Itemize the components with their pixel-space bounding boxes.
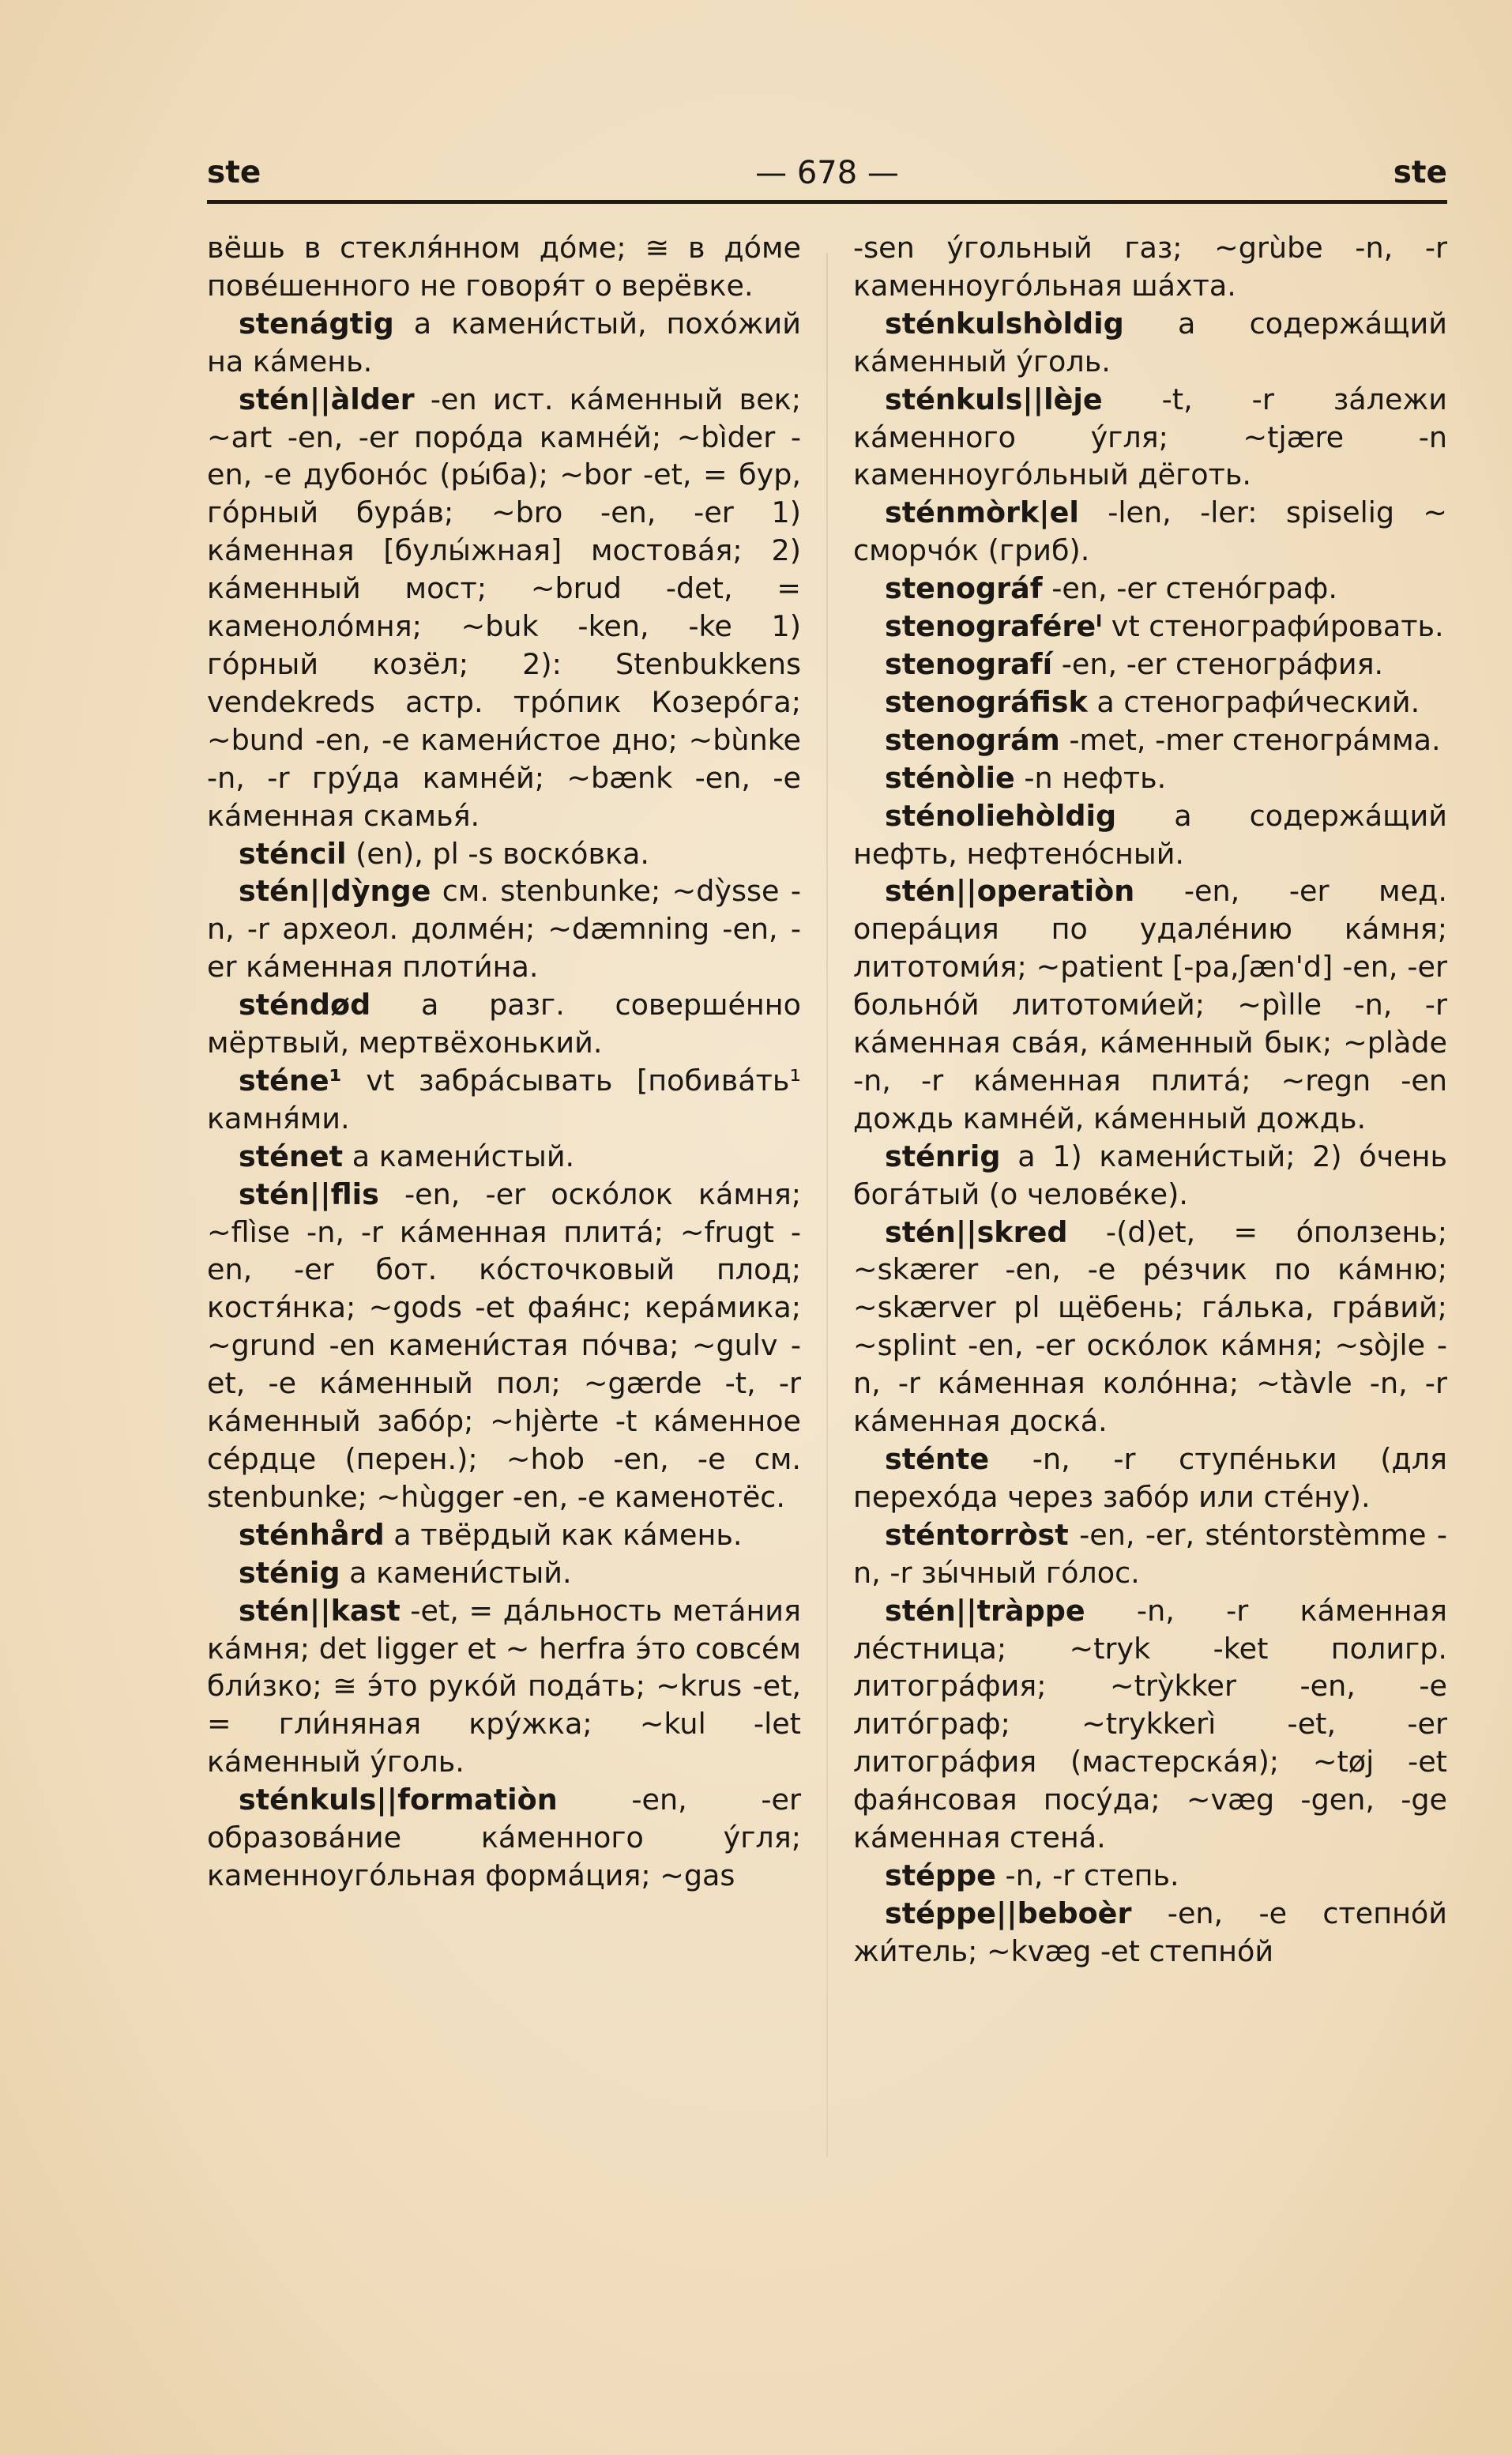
page-number: — 678 —	[755, 155, 899, 191]
entry-headword: sténkuls||lèje	[885, 382, 1103, 416]
entry-headword: stén||dỳnge	[239, 874, 431, 909]
dictionary-entry	[853, 646, 1447, 683]
entry-headword: stén||kast	[239, 1593, 401, 1628]
entry-headword: sténoliehòldig	[885, 798, 1117, 833]
dictionary-entry	[207, 305, 801, 381]
entry-headword: sténòlie	[885, 760, 1015, 795]
dictionary-entry	[207, 986, 801, 1062]
dictionary-entry	[207, 1592, 801, 1782]
entry-headword: sténte	[885, 1442, 990, 1476]
entry-headword: stén||skred	[885, 1214, 1068, 1249]
entry-headword: stenográfisk	[885, 684, 1088, 719]
entry-headword: sténtorròst	[885, 1517, 1069, 1552]
dictionary-entry	[207, 1176, 801, 1516]
entry-headword: stéppe	[885, 1858, 996, 1892]
entry-definition: -en, -er оско́лок ка́мня; ~flìse -n, -r ка́менная плита́; ~frugt -en, -er бот. ко́сточковый плод; костя́нка; ~gods -et фая́нс; кера́мика; ~grund -en камени́стая по́чва; ~gulv -et, -e ка́менный пол; ~gærde -t, -r ка́менный забо́р; ~hjèrte -t ка́менное се́рдце (перен.); ~hob -en, -e см. stenbunke; ~hùgger -en, -e каменотёс.	[207, 1177, 801, 1514]
entry-definition: -n, -r ка́менная ле́стница; ~tryk -ket полигр. литогра́фия; ~trỳkker -en, -e лито́граф; ~trykkerì -et, -er литогра́фия (мастерска́я); ~tøj -et фая́нсовая посу́да; ~væg -gen, -ge ка́менная стена́.	[853, 1593, 1447, 1855]
entry-headword: sténkulshòldig	[885, 306, 1124, 341]
dictionary-entry	[853, 1592, 1447, 1857]
dictionary-entry	[207, 1138, 801, 1176]
entry-definition: а содержа́щий нефть, нефтено́сный.	[853, 798, 1447, 871]
entry-headword: stenográm	[885, 722, 1060, 757]
entry-headword: sténkuls||formatiòn	[239, 1783, 558, 1817]
dictionary-entry	[853, 305, 1447, 381]
left-column	[207, 229, 801, 1895]
entry-definition: -en, -er стеногра́фия.	[1052, 646, 1384, 681]
entry-headword: stenografí	[885, 646, 1053, 681]
entry-definition: а твёрдый как ка́мень.	[384, 1517, 743, 1552]
dictionary-entry	[853, 608, 1447, 646]
entry-headword: stenágtig	[239, 306, 394, 341]
dictionary-entry	[853, 570, 1447, 608]
dictionary-entry	[207, 872, 801, 986]
dictionary-entry	[207, 835, 801, 873]
dictionary-entry	[853, 1440, 1447, 1516]
entry-definition: -en, -e степно́й жи́тель; ~kvæg -et степно́й	[853, 1896, 1447, 1968]
dictionary-entry	[853, 229, 1447, 305]
entry-definition: а разг. соверше́нно мёртвый, мертвёхонький.	[207, 988, 801, 1060]
entry-definition: -et, = да́льность мета́ния ка́мня; det ligger et ~ herfra э́то совсе́м бли́зко; ≅ э́то руко́й пода́ть; ~krus -et, = гли́няная кру́жка; ~kul -let ка́менный у́голь.	[207, 1593, 801, 1779]
dictionary-entry	[853, 721, 1447, 759]
dictionary-entry	[853, 494, 1447, 570]
dictionary-entry	[207, 1516, 801, 1554]
dictionary-entry	[853, 797, 1447, 873]
entry-definition: -en, -er, sténtorstèmme -n, -r зы́чный го́лос.	[853, 1517, 1447, 1590]
dictionary-entry	[853, 683, 1447, 721]
entry-definition: -en, -er образова́ние ка́менного у́гля; каменноуго́льная форма́ция; ~gas	[207, 1783, 801, 1892]
dictionary-entry	[853, 1857, 1447, 1895]
entry-headword: stén||flis	[239, 1177, 379, 1211]
dictionary-entry	[207, 229, 801, 305]
dictionary-entry	[207, 1781, 801, 1895]
entry-headword: sténdød	[239, 988, 371, 1022]
column-divider	[826, 253, 828, 2157]
entry-definition: -en, -er мед. опера́ция по удале́нию ка́мня; литотоми́я; ~patient [-pa,ʃæn'd] -en, -er больно́й литотоми́ей; ~pìlle -n, -r ка́менная сва́я, ка́менный бык; ~plàde -n, -r ка́менная плита́; ~regn -en дождь камне́й, ка́менный дождь.	[853, 874, 1447, 1135]
dictionary-entry	[853, 1138, 1447, 1214]
entry-definition: vt стенографи́ровать.	[1102, 609, 1444, 644]
entry-definition: -len, -ler: spiselig ~ сморчо́к (гриб).	[853, 495, 1447, 568]
entry-headword: stenográf	[885, 571, 1043, 606]
dictionary-entry	[853, 1516, 1447, 1592]
entry-headword: sténrig	[885, 1139, 1001, 1173]
entry-definition: -en ист. ка́менный век; ~art -en, -er поро́да камне́й; ~bìder -en, -e дубоно́с (ры́ба); ~bor -et, = бур, го́рный бура́в; ~bro -en, -er 1) ка́менная [булы́жная] мостова́я; 2) ка́менный мост; ~brud -det, = каменоло́мня; ~buk -ken, -ke 1) го́рный козёл; 2): Stenbukkens vendekreds астр. тро́пик Козеро́га; ~bund -en, -e камени́стое дно; ~bùnke -n, -r гру́да камне́й; ~bænk -en, -e ка́менная скамья́.	[207, 382, 801, 833]
entry-definition: (en), pl -s воско́вка.	[346, 836, 649, 871]
dictionary-entry	[853, 1214, 1447, 1440]
dictionary-entry	[207, 1062, 801, 1138]
entry-definition: -n нефть.	[1014, 760, 1167, 795]
entry-definition: а камени́стый.	[340, 1555, 572, 1590]
running-head-left: ste	[207, 155, 261, 190]
entry-headword: stén||àlder	[239, 382, 415, 416]
entry-definition: а содержа́щий ка́менный у́голь.	[853, 306, 1447, 378]
entry-definition: вёшь в стекля́нном до́ме; ≅ в до́ме пове́шенного не говоря́т о верёвке.	[207, 231, 801, 303]
right-column	[853, 229, 1447, 1971]
entry-headword: sténe¹	[239, 1063, 342, 1098]
dictionary-entry	[853, 1895, 1447, 1971]
page-header	[207, 155, 1447, 202]
entry-headword: sténhård	[239, 1517, 385, 1552]
entry-headword: stenograféreˡ	[885, 609, 1103, 644]
entry-definition: а камени́стый.	[343, 1139, 575, 1173]
dictionary-entry	[853, 381, 1447, 495]
entry-definition: а стенографи́ческий.	[1087, 684, 1420, 719]
header-rule	[207, 200, 1447, 204]
entry-definition: а камени́стый, похо́жий на ка́мень.	[207, 306, 801, 378]
entry-definition: -t, -r за́лежи ка́менного у́гля; ~tjære -n каменноуго́льный дёготь.	[853, 382, 1447, 492]
entry-definition: -en, -er стено́граф.	[1042, 571, 1337, 606]
entry-headword: sténet	[239, 1139, 344, 1173]
entry-definition: -n, -r степь.	[995, 1858, 1179, 1892]
dictionary-entry	[853, 759, 1447, 797]
entry-definition: -met, -mer стеногра́мма.	[1059, 722, 1441, 757]
entry-definition: а 1) камени́стый; 2) о́чень бога́тый (о челове́ке).	[853, 1139, 1447, 1211]
dictionary-entry	[853, 872, 1447, 1137]
dictionary-entry	[207, 381, 801, 835]
entry-definition: см. stenbunke; ~dỳsse -n, -r археол. долме́н; ~dæmning -en, -er ка́менная плоти́на.	[207, 874, 801, 985]
entry-headword: sténcil	[239, 836, 347, 871]
entry-headword: stén||tràppe	[885, 1593, 1085, 1628]
entry-headword: stéppe||beboèr	[885, 1896, 1132, 1930]
entry-definition: -(d)et, = о́ползень; ~skærer -en, -e ре́зчик по ка́мню; ~skærver pl щёбень; га́лька, гра́вий; ~splint -en, -er оско́лок ка́мня; ~sòjle -n, -r ка́менная коло́нна; ~tàvle -n, -r ка́менная доска́.	[853, 1214, 1447, 1439]
entry-headword: sténig	[239, 1555, 340, 1590]
entry-headword: stén||operatiòn	[885, 874, 1135, 909]
entry-definition: -sen у́гольный газ; ~grùbe -n, -r каменноуго́льная ша́хта.	[853, 231, 1447, 303]
dictionary-entry	[207, 1554, 801, 1592]
running-head-right: ste	[1393, 155, 1447, 190]
entry-definition: vt забра́сывать [побива́ть¹ камня́ми.	[207, 1063, 801, 1135]
entry-headword: sténmòrk|el	[885, 495, 1079, 530]
entry-definition: -n, -r ступе́ньки (для перехо́да через забо́р или сте́ну).	[853, 1442, 1447, 1514]
